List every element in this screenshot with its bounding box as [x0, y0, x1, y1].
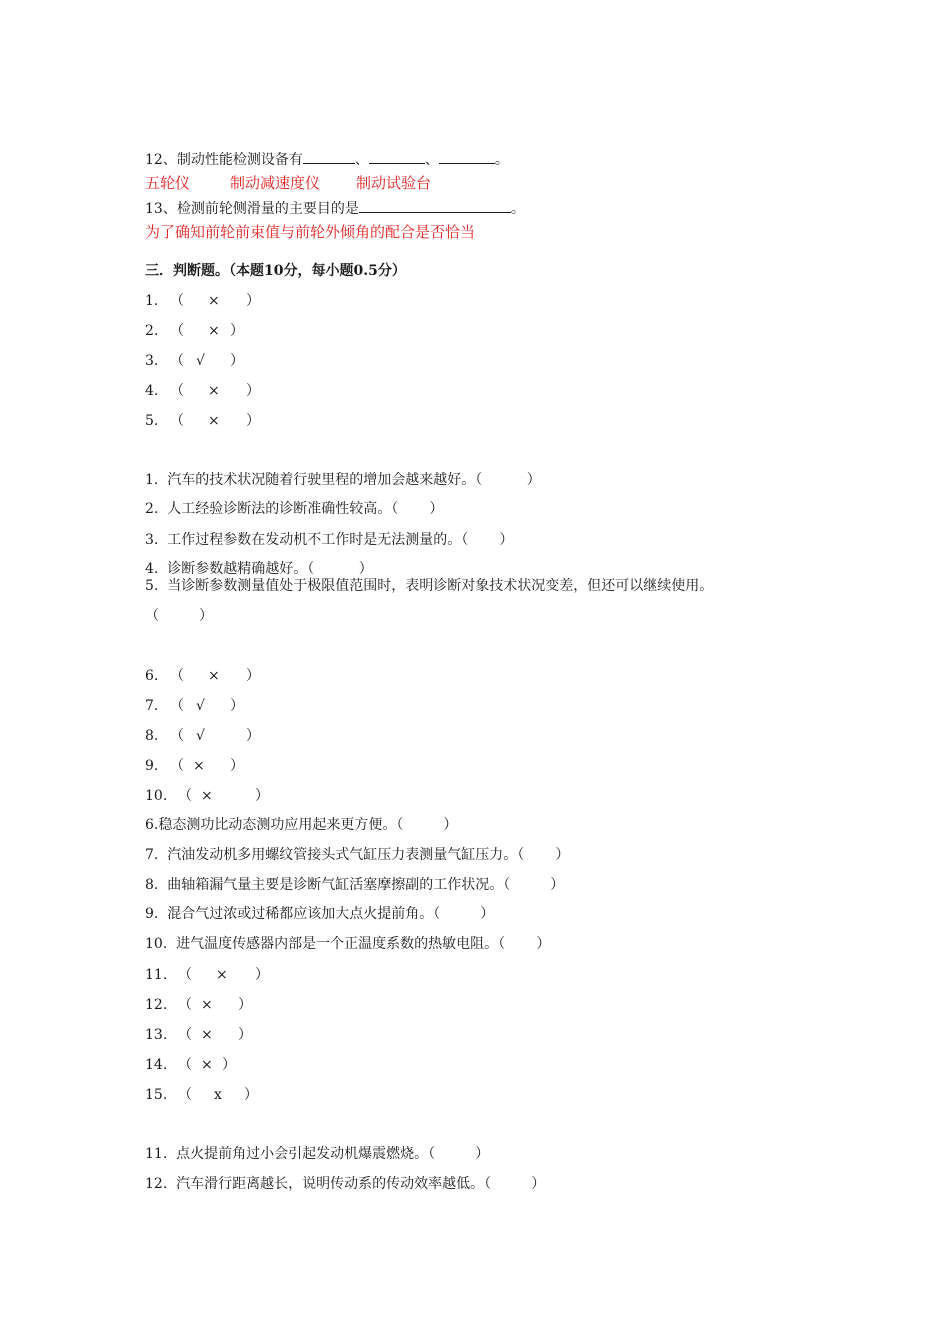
item-number: 3.: [145, 353, 159, 369]
question-13-answer: 为了确知前轮前束值与前轮外倾角的配合是否恰当: [145, 223, 476, 241]
item-number: 12.: [145, 997, 168, 1013]
item-number: 9.: [145, 758, 159, 774]
answer-mark: ×: [201, 1057, 213, 1073]
section-title: 三．判断题。（本题10分，每小题0.5分）: [145, 263, 406, 279]
bracket: ）: [255, 967, 269, 983]
bracket: ）: [230, 353, 244, 369]
bracket: （: [178, 967, 192, 983]
bracket: （: [178, 1087, 192, 1103]
bracket: ）: [222, 1057, 236, 1073]
bracket: ）: [246, 668, 260, 684]
judgment-question: 1. 汽车的技术状况随着行驶里程的增加会越来越好。（ ）: [145, 472, 541, 488]
answer-mark: ×: [208, 383, 220, 399]
answer-mark: ×: [208, 323, 220, 339]
bracket: ）: [230, 698, 244, 714]
bracket: （: [178, 788, 192, 804]
item-number: 7.: [145, 698, 159, 714]
item-number: 4.: [145, 383, 159, 399]
bracket: （: [178, 1057, 192, 1073]
bracket: （: [170, 758, 184, 774]
judgment-question: 10. 进气温度传感器内部是一个正温度系数的热敏电阻。（ ）: [145, 936, 551, 952]
answer-blank: [369, 150, 425, 164]
judgment-question: 7. 汽油发动机多用螺纹管接头式气缸压力表测量气缸压力。（ ）: [145, 847, 570, 863]
answer-mark: ×: [201, 1027, 213, 1043]
judgment-question: 2. 人工经验诊断法的诊断准确性较高。（ ）: [145, 501, 444, 517]
answer-mark: ×: [208, 413, 220, 429]
bracket: ）: [255, 788, 269, 804]
answer-mark: ×: [193, 758, 205, 774]
item-number: 10.: [145, 788, 168, 804]
bracket: ）: [246, 728, 260, 744]
question-12-answers: 五轮仪 制动减速度仪 制动试验台: [145, 174, 432, 192]
bracket: （: [170, 353, 184, 369]
judgment-question: 5. 当诊断参数测量值处于极限值范围时，表明诊断对象技术状况变差，但还可以继续使用。: [145, 578, 714, 594]
answer-blank: [303, 150, 355, 164]
judgment-question: 8. 曲轴箱漏气量主要是诊断气缸活塞摩擦副的工作状况。（ ）: [145, 877, 565, 893]
item-number: 11.: [145, 967, 168, 983]
bracket: （: [170, 323, 184, 339]
item-number: 15.: [145, 1087, 168, 1103]
bracket: ）: [246, 383, 260, 399]
bracket: （: [178, 1027, 192, 1043]
bracket: （: [178, 997, 192, 1013]
judgment-question: 9. 混合气过浓或过稀都应该加大点火提前角。（ ）: [145, 906, 495, 922]
bracket: （: [170, 698, 184, 714]
answer-mark: x: [214, 1087, 222, 1103]
answer-mark: √: [196, 698, 205, 714]
bracket: ）: [230, 758, 244, 774]
bracket: ）: [246, 413, 260, 429]
bracket: ）: [238, 997, 252, 1013]
answer-mark: ×: [208, 668, 220, 684]
judgment-question: （ ）: [145, 608, 214, 624]
answer-mark: √: [196, 353, 205, 369]
judgment-question: 6.稳态测功比动态测功应用起来更方便。（ ）: [145, 817, 458, 833]
item-number: 8.: [145, 728, 159, 744]
question-12: 12、制动性能检测设备有 、 、 。: [145, 152, 509, 168]
bracket: ）: [246, 293, 260, 309]
answer-blank: [439, 150, 495, 164]
bracket: （: [170, 413, 184, 429]
judgment-question: 3. 工作过程参数在发动机不工作时是无法测量的。（ ）: [145, 532, 514, 548]
item-number: 6.: [145, 668, 159, 684]
bracket: ）: [230, 323, 244, 339]
answer-blank: [359, 199, 511, 213]
bracket: （: [170, 293, 184, 309]
answer-mark: √: [196, 728, 205, 744]
question-13: 13、检测前轮侧滑量的主要目的是 。: [145, 201, 525, 217]
item-number: 5.: [145, 413, 159, 429]
answer-mark: ×: [201, 788, 213, 804]
bracket: （: [170, 383, 184, 399]
answer-mark: ×: [216, 967, 228, 983]
item-number: 13.: [145, 1027, 168, 1043]
bracket: （: [170, 728, 184, 744]
judgment-question: 12. 汽车滑行距离越长，说明传动系的传动效率越低。（ ）: [145, 1176, 546, 1192]
bracket: ）: [244, 1087, 258, 1103]
judgment-question: 11. 点火提前角过小会引起发动机爆震燃烧。（ ）: [145, 1146, 490, 1162]
bracket: ）: [238, 1027, 252, 1043]
answer-mark: ×: [201, 997, 213, 1013]
item-number: 2.: [145, 323, 159, 339]
bracket: （: [170, 668, 184, 684]
item-number: 14.: [145, 1057, 168, 1073]
judgment-question: 4. 诊断参数越精确越好。（ ）: [145, 561, 373, 577]
item-number: 1.: [145, 293, 159, 309]
answer-mark: ×: [208, 293, 220, 309]
